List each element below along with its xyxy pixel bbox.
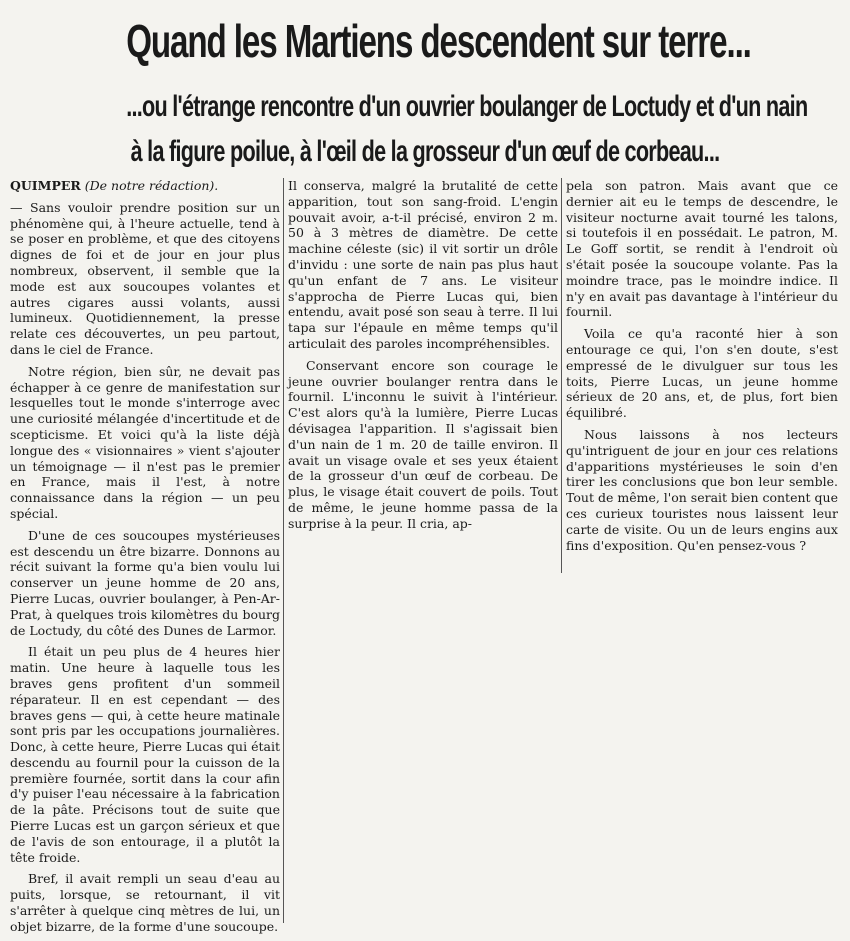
dateline-paragraph (10, 178, 280, 194)
paragraph: — Sans vouloir prendre position sur un phénomène qui, à l'heure actuelle, tend à se poser en problème, et que des citoyens dignes de foi et de jour en jour plus nombreux, observent, il semble que la mode est aux soucoupes volantes et autres cigares aussi volants, aussi lumineux. Quotidiennement, la presse relate ces découvertes, un peu partout, dans le ciel de France. (10, 199, 280, 357)
article-column-3 (566, 178, 838, 559)
headline: Quand les Martiens descendent sur terre... (126, 15, 751, 67)
paragraph: Conservant encore son courage le jeune ouvrier boulanger rentra dans le fournil. L'inconnu le suivit à l'intérieur. C'est alors qu'à la lumière, Pierre Lucas dévisagea l'apparition. Il s'agissait bien d'un nain de 1 m. 20 de taille environ. Il avait un visage ovale et ses yeux étaient de la grosseur d'un œuf de corbeau. De plus, le visage était couvert de poils. Tout de même, le jeune homme passa de la surprise à la peur. Il cria, ap- (288, 357, 558, 531)
dateline: QUIMPER (10, 178, 81, 193)
paragraph: Il était un peu plus de 4 heures hier matin. Une heure à laquelle tous les braves gens profitent d'un sommeil réparateur. Il en est cependant — des braves gens — qui, à cette heure matinale sont pris par les occupations journalières. Donc, à cette heure, Pierre Lucas qui était descendu au fournil pour la cuisson de la première fournée, sortit dans la cour afin d'y puiser l'eau nécessaire à la fabrication de la pâte. Précisons tout de suite que Pierre Lucas est un garçon sérieux et que de l'avis de son entourage, il a plutôt la tête froide. (10, 644, 280, 865)
paragraph: Voila ce qu'a raconté hier à son entourage ce qui, l'on s'en doute, s'est empressé de le divulguer sur tous les toits, Pierre Lucas, un jeune homme sérieux de 20 ans, et, de plus, fort bien équilibré. (566, 326, 838, 421)
paragraph: Nous laissons à nos lecteurs qu'intriguent de jour en jour ces relations d'apparitions mystérieuses le soin d'en tirer les conclusions que bon leur semble. Tout de même, l'on serait bien content que ces curieux touristes nous laissent leur carte de visite. Ou un de leurs engins aux fins d'exposition. Qu'en pensez-vous ? (566, 426, 838, 553)
subheadline-line-1: ...ou l'étrange rencontre d'un ouvrier boulanger de Loctudy et d'un nain (126, 90, 808, 123)
column-divider-2 (561, 178, 562, 573)
paragraph: Notre région, bien sûr, ne devait pas échapper à ce genre de manifestation sur lesquelles tout le monde s'interroge avec une curiosité mélangée d'incertitude et de scepticisme. Et voici qu'à la liste déjà longue des « visionnaires » vient s'ajouter un témoignage — il n'est pas le premier en France, mais il l'est, à notre connaissance dans la région — un peu spécial. (10, 363, 280, 521)
paragraph: Bref, il avait rempli un seau d'eau au puits, lorsque, se retournant, il vit s'arrêter à quelque cinq mètres de lui, un objet bizarre, de la forme d'une soucoupe. (10, 871, 280, 934)
subheadline-line-2: à la figure poilue, à l'œil de la grosseur d'un œuf de corbeau... (130, 135, 720, 168)
article-column-1 (10, 178, 280, 941)
article-column-2 (288, 178, 558, 538)
paragraph: D'une de ces soucoupes mystérieuses est descendu un être bizarre. Donnons au récit suivant la forme qu'a bien voulu lui conserver un jeune homme de 20 ans, Pierre Lucas, ouvrier boulanger, à Pen-Ar-Prat, à quelques trois kilomètres du bourg de Loctudy, du côté des Dunes de Larmor. (10, 527, 280, 638)
dateline-note: (De notre rédaction). (84, 178, 219, 193)
paragraph: pela son patron. Mais avant que ce dernier ait eu le temps de descendre, le visiteur nocturne avait tourné les talons, si toutefois il en possédait. Le patron, M. Le Goff sortit, se rendit à l'endroit où s'était posée la soucoupe volante. Pas la moindre trace, pas le moindre indice. Il n'y en avait pas davantage à l'intérieur du fournil. (566, 178, 838, 320)
paragraph: Il conserva, malgré la brutalité de cette apparition, tout son sang-froid. L'engin pouvait avoir, a-t-il précisé, environ 2 m. 50 à 3 mètres de diamètre. De cette machine céleste (sic) il vit sortir un drôle d'invidu : une sorte de nain pas plus haut qu'un enfant de 7 ans. Le visiteur s'approcha de Pierre Lucas qui, bien entendu, avait posé son seau à terre. Il lui tapa sur l'épaule en même temps qu'il articulait des paroles incompréhensibles. (288, 178, 558, 351)
column-divider-1 (283, 178, 284, 923)
